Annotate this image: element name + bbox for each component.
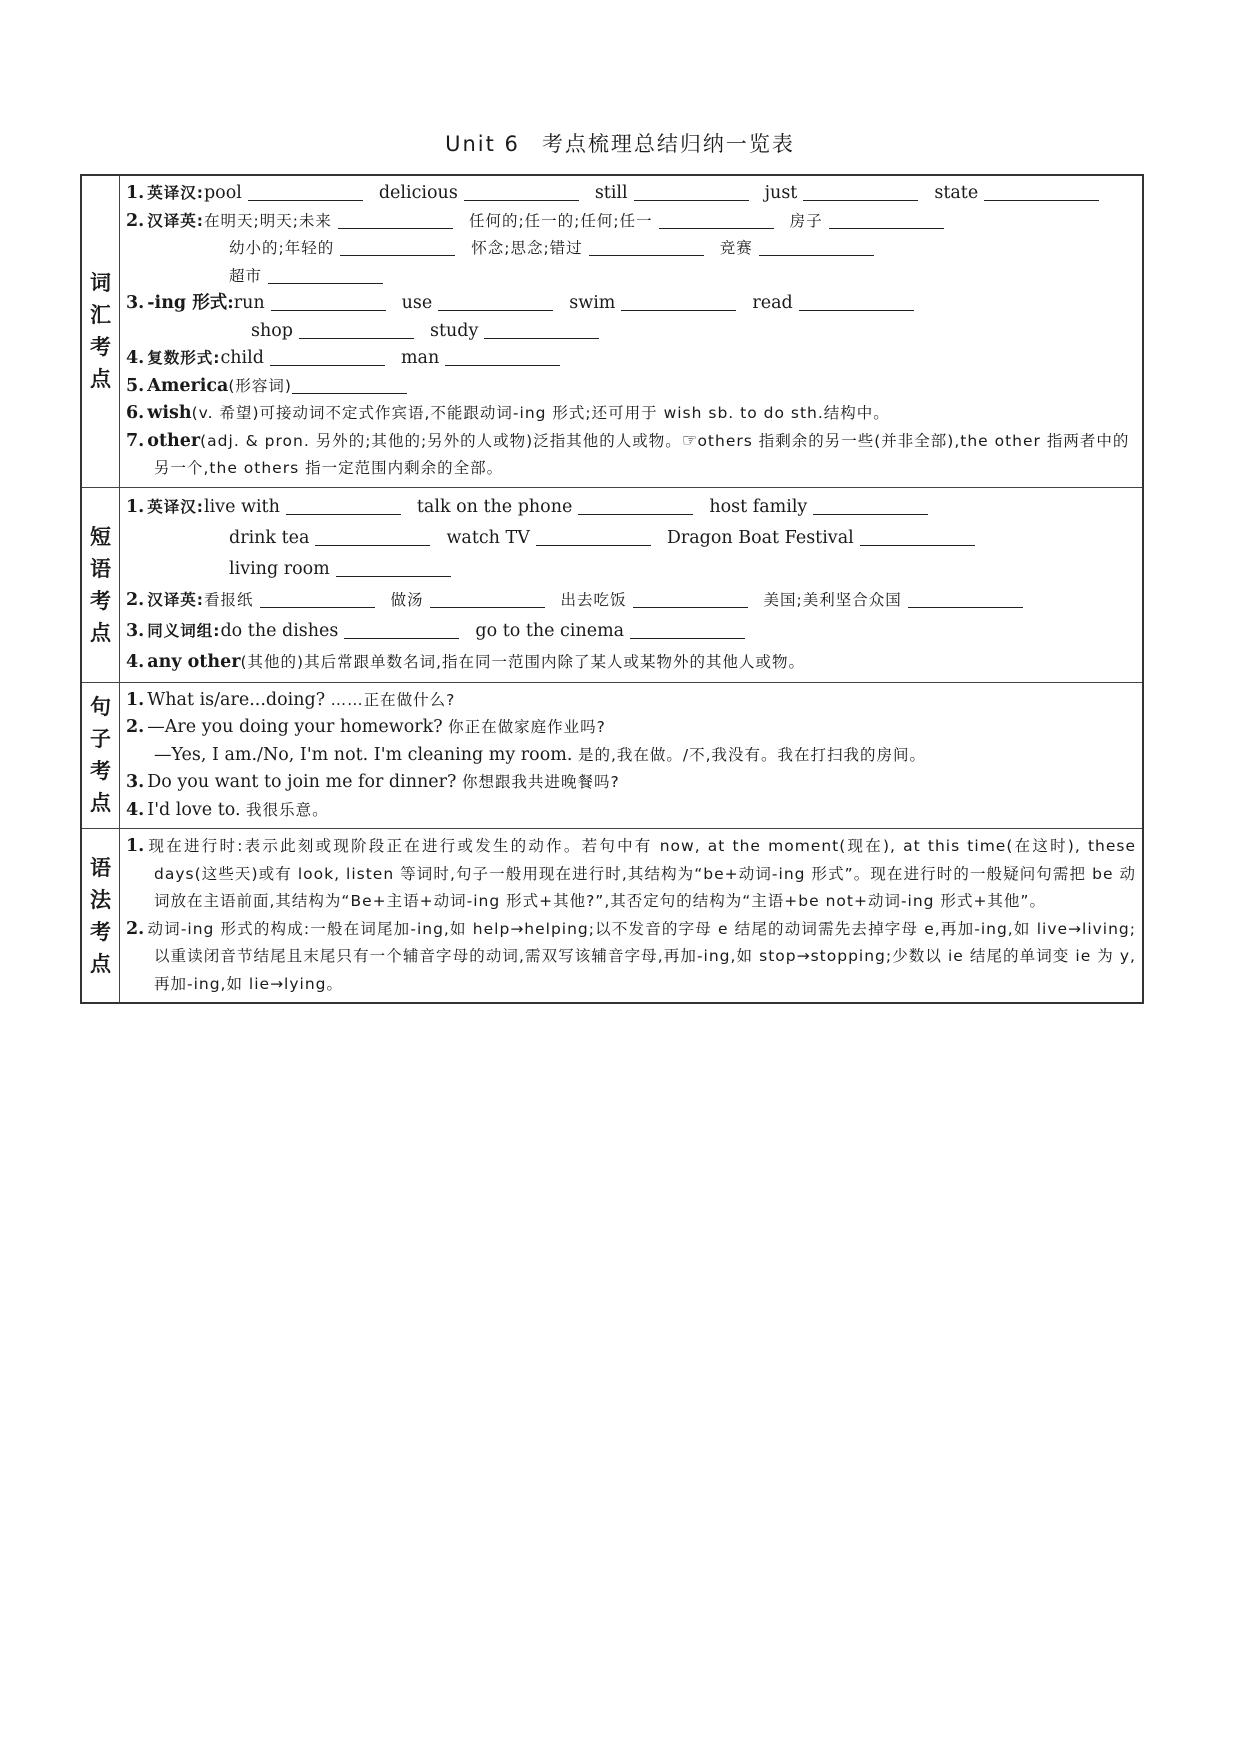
phrase-item-1: 1. 英译汉:live with talk on the phone host family — [126, 492, 1136, 523]
grammar-point-1: 1. 现在进行时:表示此刻或现阶段正在进行或发生的动作。若句中有 now, at the moment(现在), at this time(在这时), these days(这些天)或有 look, listen 等词时,句子一般用现在进行时,其结构为“be+动词-ing 形式”。现在进行时的一般疑问句需把 be 动词放在主语前面,其结构为“Be+主语+动词-ing 形式+其他?”,其否定句的结构为“主语+be not+动词-ing 形式+其他”。 — [126, 836, 1136, 910]
answer-blank[interactable] — [438, 292, 553, 311]
answer-blank[interactable] — [536, 527, 651, 546]
pointing-hand-icon: ☞ — [681, 430, 698, 451]
answer-blank[interactable] — [340, 237, 455, 256]
unit-label: Unit 6 — [445, 132, 520, 156]
answer-blank[interactable] — [292, 375, 407, 394]
answer-blank[interactable] — [271, 292, 386, 311]
answer-blank[interactable] — [633, 589, 748, 608]
vocab-item-1: 1. 英译汉:pool delicious still just state — [126, 180, 1136, 208]
answer-blank[interactable] — [336, 558, 451, 577]
phrase-item-1-cont: drink tea watch TV Dragon Boat Festival — [126, 523, 1136, 554]
phrase-content — [120, 487, 1144, 682]
answer-blank[interactable] — [260, 589, 375, 608]
phrase-item-1-cont2: living room — [126, 554, 1136, 585]
answer-blank[interactable] — [799, 292, 914, 311]
answer-blank[interactable] — [829, 210, 944, 229]
answer-blank[interactable] — [630, 620, 745, 639]
answer-blank[interactable] — [430, 589, 545, 608]
vocab-section — [81, 175, 1143, 487]
answer-blank[interactable] — [268, 265, 383, 284]
phrase-item-3: 3. 同义词组:do the dishes go to the cinema — [126, 616, 1136, 647]
answer-blank[interactable] — [759, 237, 874, 256]
answer-blank[interactable] — [621, 292, 736, 311]
answer-blank[interactable] — [803, 182, 918, 201]
phrase-section — [81, 487, 1143, 682]
answer-blank[interactable] — [634, 182, 749, 201]
vocab-item-5: 5. America(形容词) — [126, 373, 1136, 401]
grammar-content — [120, 829, 1144, 1004]
sentence-2: 2. —Are you doing your homework? 你正在做家庭作业吗? — [126, 717, 606, 737]
phrase-item-2: 2. 汉译英:看报纸 做汤 出去吃饭 美国;美利坚合众国 — [126, 585, 1136, 616]
vocab-label: 词 汇 考 点 — [81, 175, 120, 487]
grammar-section — [81, 829, 1143, 1004]
vocab-item-7: 7. other(adj. & pron. 另外的;其他的;另外的人或物)泛指其他的人或物。☞others 指剩余的另一些(并非全部),the other 指两者中的另一个,the others 指一定范围内剩余的全部。 — [126, 430, 1130, 477]
summary-table — [80, 174, 1144, 1004]
sentence-3: 3. Do you want to join me for dinner? 你想跟我共进晚餐吗? — [126, 772, 620, 792]
answer-blank[interactable] — [984, 182, 1099, 201]
page-title — [0, 128, 1240, 158]
answer-blank[interactable] — [315, 527, 430, 546]
vocab-item-3: 3. -ing 形式:run use swim read — [126, 290, 1136, 318]
answer-blank[interactable] — [578, 496, 693, 515]
answer-blank[interactable] — [286, 496, 401, 515]
answer-blank[interactable] — [248, 182, 363, 201]
phrase-label: 短 语 考 点 — [81, 487, 120, 682]
answer-blank[interactable] — [299, 320, 414, 339]
answer-blank[interactable] — [813, 496, 928, 515]
grammar-label: 语 法 考 点 — [81, 829, 120, 1004]
vocab-item-3-cont: shop study — [126, 318, 1136, 346]
answer-blank[interactable] — [484, 320, 599, 339]
vocab-content — [120, 175, 1144, 487]
answer-blank[interactable] — [270, 347, 385, 366]
answer-blank[interactable] — [464, 182, 579, 201]
sentence-section — [81, 682, 1143, 829]
vocab-item-2: 2. 汉译英:在明天;明天;未来 任何的;任一的;任何;任一 房子 — [126, 208, 1136, 236]
vocab-item-2-cont2: 超市 — [126, 263, 1136, 291]
answer-blank[interactable] — [338, 210, 453, 229]
sentence-4: 4. I'd love to. 我很乐意。 — [126, 799, 329, 820]
answer-blank[interactable] — [344, 620, 459, 639]
grammar-point-2: 2. 动词-ing 形式的构成:一般在词尾加-ing,如 help→helping;以不发音的字母 e 结尾的动词需先去掉字母 e,再加-ing,如 live→living;以重读闭音节结尾且末尾只有一个辅音字母的动词,需双写该辅音字母,再加-ing,如 stop→stopping;少数以 ie 结尾的单词变 ie 为 y,再加-ing,如 lie→lying。 — [126, 918, 1136, 993]
answer-blank[interactable] — [908, 589, 1023, 608]
phrase-item-4: 4. any other(其他的)其后常跟单数名词,指在同一范围内除了某人或某物外的其他人或物。 — [126, 651, 805, 672]
answer-blank[interactable] — [659, 210, 774, 229]
sentence-2-reply: —Yes, I am./No, I'm not. I'm cleaning my room. 是的,我在做。/不,我没有。我在打扫我的房间。 — [154, 744, 927, 765]
title-text: 考点梳理总结归纳一览表 — [541, 132, 795, 156]
sentence-1: 1. What is/are...doing? ……正在做什么? — [126, 689, 456, 710]
answer-blank[interactable] — [589, 237, 704, 256]
vocab-item-6: 6. wish(v. 希望)可接动词不定式作宾语,不能跟动词-ing 形式;还可用于 wish sb. to do sth.结构中。 — [126, 403, 890, 423]
vocab-item-2-cont: 幼小的;年轻的 怀念;思念;错过 竞赛 — [126, 235, 1136, 263]
sentence-label: 句 子 考 点 — [81, 682, 120, 829]
answer-blank[interactable] — [860, 527, 975, 546]
answer-blank[interactable] — [445, 347, 560, 366]
sentence-content — [120, 682, 1144, 829]
vocab-item-4: 4. 复数形式:child man — [126, 345, 1136, 373]
